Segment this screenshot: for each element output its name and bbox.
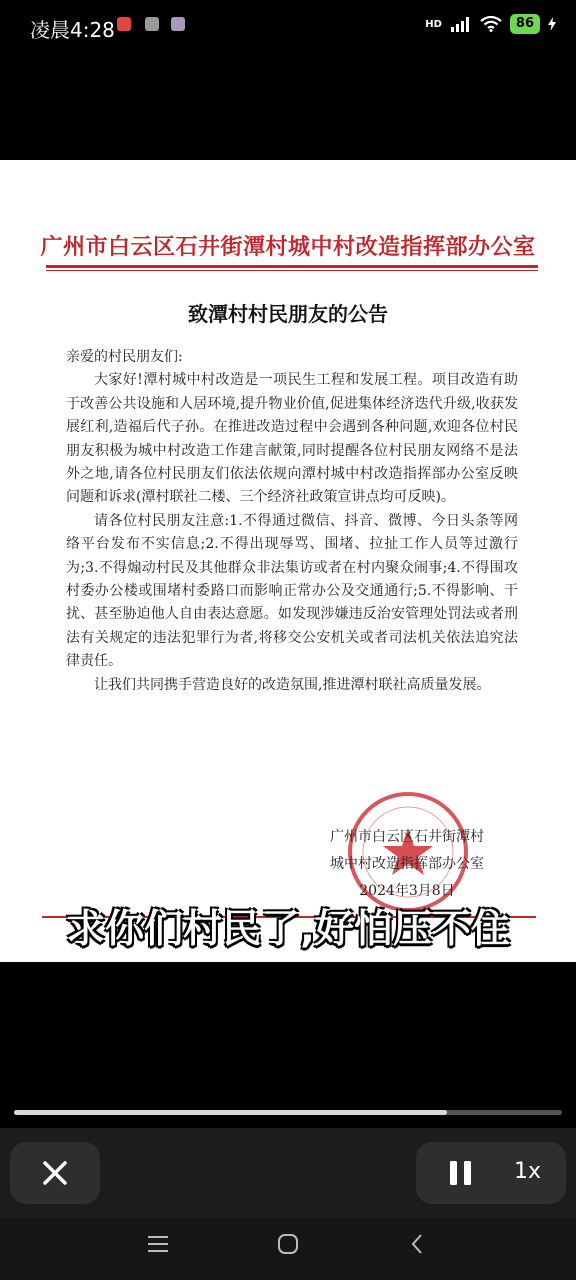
signature-line: 广州市白云区石井街潭村: [330, 829, 484, 845]
status-icons: [425, 14, 556, 34]
signal-icon: [450, 16, 472, 32]
charging-icon: [548, 17, 556, 31]
header-rule-thin: [46, 270, 538, 271]
video-progress-bar[interactable]: [14, 1110, 562, 1115]
paragraph: 请各位村民朋友注意:1.不得通过微信、抖音、微博、今日头条等网络平台发布不实信息;2.不得出现辱骂、围堵、拉扯工作人员等过激行为;3.不得煽动村民及其他群众非法集访或者在村内聚众闹事;4.不得围攻村委办公楼或围堵村委路口而影响正常办公及交通通行;5.不得影响、干扰、甚至胁迫他人自由表达意愿。如发现涉嫌违反治安管理处罚法或者刑法有关规定的违法犯罪行为者,将移交公安机关或者司法机关依法追究法律责任。: [66, 512, 518, 670]
back-icon[interactable]: [406, 1232, 430, 1256]
playback-speed-button[interactable]: 1x: [514, 1159, 542, 1184]
close-icon: [10, 1142, 100, 1204]
home-icon[interactable]: [276, 1232, 300, 1256]
wifi-icon: [480, 16, 502, 32]
salutation: 亲爱的村民朋友们:: [66, 349, 183, 365]
status-time: 凌晨4:28: [30, 18, 115, 42]
signature-date: 2024年3月8日: [359, 883, 455, 899]
player-controls: [0, 1128, 576, 1218]
app-notification-icon: [117, 17, 131, 31]
video-progress-fill: [14, 1110, 447, 1115]
pause-speed-group: [416, 1142, 566, 1204]
system-nav-bar: [0, 1218, 576, 1280]
video-subtitle: 求你们村民了,好怕压不住: [66, 907, 510, 952]
notice-body: [66, 346, 518, 697]
paragraph: 大家好!潭村城中村改造是一项民生工程和发展工程。项目改造有助于改善公共设施和人居环境,提升物业价值,促进集体经济迭代升级,收获发展红利,造福后代子孙。在推进改造过程中会遇到各种问题,欢迎各位村民朋友积极为城中村改造工作建言献策,同时提醒各位村民朋友网络不是法外之地,请各位村民朋友们依法依规向潭村城中村改造指挥部办公室反映问题和诉求(潭村联社二楼、三个经济社政策宣讲点均可反映)。: [66, 372, 518, 506]
notice-title: 致潭村村民朋友的公告: [188, 302, 388, 326]
notice-document: [0, 160, 576, 962]
app-notification-icon: [145, 17, 159, 31]
network-label: HD: [425, 18, 442, 30]
status-bar: [0, 0, 576, 52]
signature-line: 城中村改造指挥部办公室: [330, 856, 484, 872]
pause-icon: [416, 1142, 506, 1204]
header-rule: [46, 265, 538, 268]
org-header: 广州市白云区石井街潭村城中村改造指挥部办公室: [40, 234, 536, 260]
signature-block: [300, 824, 514, 905]
menu-icon[interactable]: [146, 1232, 170, 1256]
app-notification-icon: [171, 17, 185, 31]
pause-button[interactable]: [416, 1142, 506, 1204]
battery-indicator: 86: [510, 14, 540, 34]
paragraph: 让我们共同携手营造良好的改造氛围,推进潭村联社高质量发展。: [94, 676, 491, 693]
close-button[interactable]: [10, 1142, 100, 1204]
